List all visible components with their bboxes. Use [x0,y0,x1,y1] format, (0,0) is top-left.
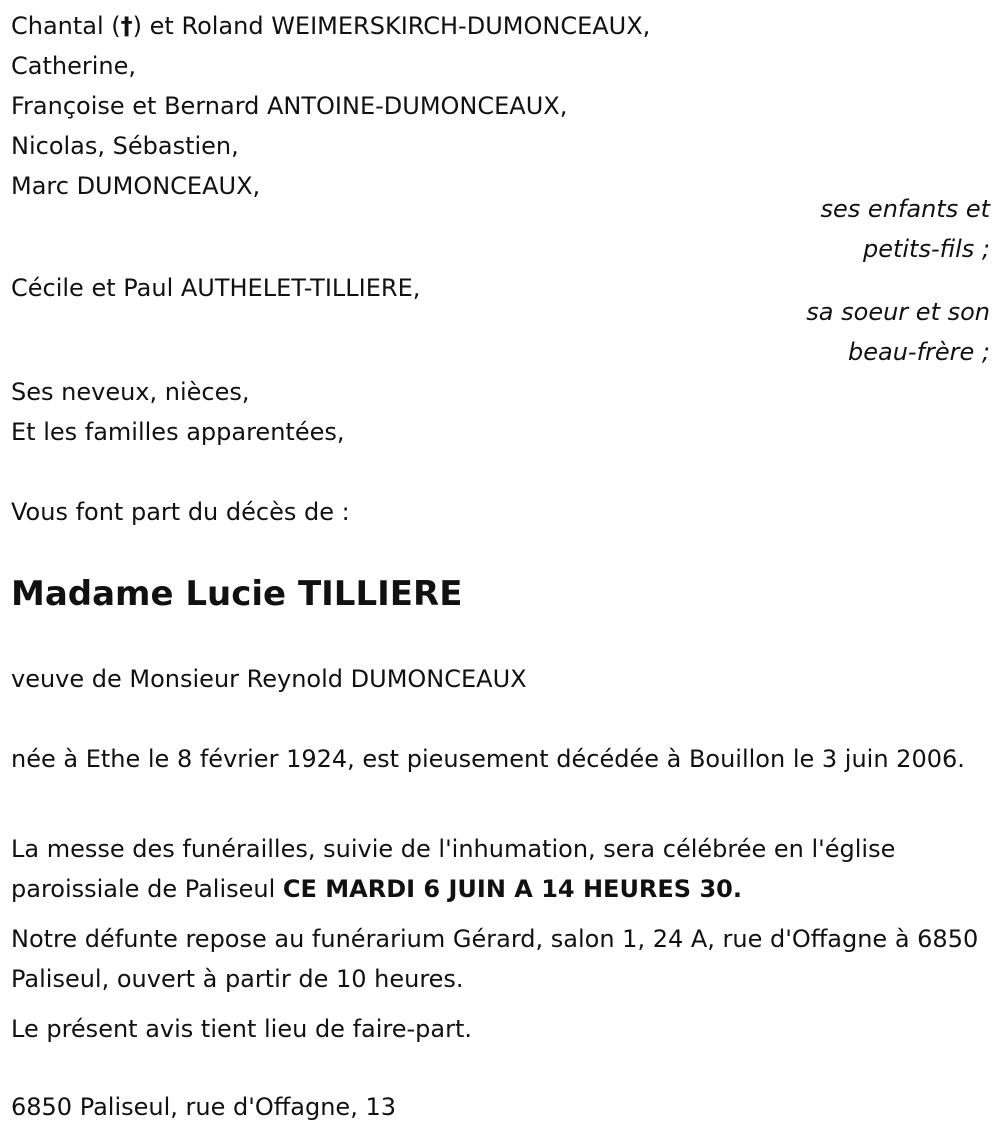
family-line-catherine: Catherine, [11,52,136,80]
deceased-name: Madame Lucie TILLIERE [11,574,463,614]
funerarium-paragraph: Notre défunte repose au funérarium Gérard, salon 1, 24 A, rue d'Offagne à 6850 Paliseul, ouvert à partir de 10 heures. [11,925,979,993]
funeral-mass-text: La messe des funérailles, suivie de l'inhumation, sera célébrée en l'église paroissiale de Paliseul [11,835,896,903]
birth-death-paragraph: née à Ethe le 8 février 1924, est pieusement décédée à Bouillon le 3 juin 2006. [11,745,965,773]
funeral-mass-date: CE MARDI 6 JUIN A 14 HEURES 30. [282,875,742,903]
role-sister-b: beau-frère ; [847,338,990,366]
address-line: 6850 Paliseul, rue d'Offagne, 13 [11,1093,396,1121]
role-sister-a: sa soeur et son [806,298,990,326]
family-line-chantal-b: ) et Roland WEIMERSKIRCH-DUMONCEAUX, [132,12,651,40]
family-line-chantal [11,6,650,46]
announcement-intro: Vous font part du décès de : [11,498,350,526]
family-line-chantal-a: Chantal ( [11,12,121,40]
role-children-a: ses enfants et [820,195,990,223]
family-line-cecile: Cécile et Paul AUTHELET-TILLIERE, [11,274,421,302]
cross-icon: † [120,12,133,40]
widow-line: veuve de Monsieur Reynold DUMONCEAUX [11,665,527,693]
notice-line: Le présent avis tient lieu de faire-part. [11,1015,473,1043]
role-children-b: petits-fils ; [862,235,990,263]
family-line-nicolas: Nicolas, Sébastien, [11,132,239,160]
family-line-francoise: Françoise et Bernard ANTOINE-DUMONCEAUX, [11,92,568,120]
family-line-marc: Marc DUMONCEAUX, [11,172,261,200]
funeral-mass-paragraph [11,829,991,909]
family-line-families: Et les familles apparentées, [11,418,345,446]
family-line-nephews: Ses neveux, nièces, [11,378,250,406]
